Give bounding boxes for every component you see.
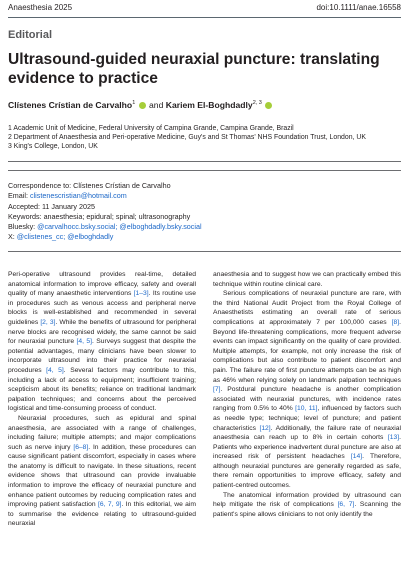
author-line [8, 100, 273, 110]
affiliations [8, 124, 366, 152]
body-text: . In addition, these procedures can cause significant patient discomfort, especially in cases where the anatomy is difficult to navigate. In these situations, recent evidence shows that ultrasound can provide invaluable information to improve the efficacy of neuraxial puncture and enhance patient outcomes by reducing complication rates and improving patient satisfaction [8, 443, 196, 509]
citation-link[interactable]: [8] [391, 318, 400, 326]
body-text: , influenced by factors such as needle type; technique; level of puncture; and patient characteristics [213, 405, 402, 432]
citation-link[interactable]: [2, 3] [40, 318, 56, 326]
body-paragraph [213, 289, 401, 490]
accepted-label: Accepted: [8, 201, 40, 211]
body-text: The anatomical information provided by ultrasound can help mitigate the risk of complications [213, 491, 401, 509]
author-conjunction: and [149, 100, 164, 110]
body-text: . Postdural puncture headache is another complication associated with neuraxial punctures, with incidence rates ranging from 0.5% to 40% [213, 386, 401, 413]
author-1[interactable]: Clístenes Crístian de Carvalho [8, 100, 133, 110]
section-label: Editorial [8, 29, 53, 41]
doi[interactable]: doi:10.1111/anae.16558 [316, 3, 401, 12]
citation-link[interactable]: [7] [213, 386, 221, 394]
accepted-date: 11 January 2025 [41, 201, 95, 211]
article-metadata [8, 181, 202, 243]
citation-link[interactable]: [4, 5] [76, 338, 93, 346]
body-text: . Several factors may contribute to this, including a lack of access to equipment; insufficient training; scepticism about its benefits; reliance on traditional landmark palpation techniques; and concerns about the perceived logistical and time-consuming process of conduct. [8, 366, 196, 413]
email-line [8, 191, 202, 201]
body-text: . Its routine use in procedures such as venous access and peripheral nerve blocks is well-established and recommended in several guidelines [8, 290, 197, 326]
citation-link[interactable]: [10, 11] [295, 405, 318, 413]
body-text: . Beyond life-threatening complications, more frequent adverse events can impact significantly on the quality of care provided. Multiple attempts, for example, not only increase the risk of complications but also contribute to patient discomfort and pain. The failure rate of first puncture attempts can be as high as 46% when relying solely on landmark palpation techniques [213, 318, 401, 384]
body-text: anaesthesia and to suggest how we can practically embed this technique within routine clinical care. [213, 271, 401, 288]
body-text: . Therefore, although neuraxial punctures are generally regarded as safe, there remain opportunities to improve efficacy, safety and patient-centred outcomes. [213, 453, 401, 490]
accepted-line [8, 202, 202, 212]
body-text: . While the benefits of ultrasound for peripheral nerve blocks are recognised widely, the same cannot be said for neuraxial puncture [8, 318, 196, 346]
divider-second [8, 170, 401, 171]
correspondence-line [8, 181, 202, 191]
body-paragraph [213, 270, 401, 289]
email-link[interactable]: clistenescristian@hotmail.com [29, 191, 127, 201]
header-divider [8, 17, 401, 18]
author-2-affiliation: 2, 3 [252, 100, 262, 107]
citation-link[interactable]: [1–3] [133, 290, 149, 298]
body-text: . Surveys suggest that despite the potential advantages, many clinicians have been slower to incorporate ultrasound into their practice for neuraxial procedures [8, 338, 196, 374]
body-text: Peri-operative ultrasound provides real-time, detailed anatomical information to improve efficacy, safety and overall quality of many anaesthetic interventions [8, 271, 196, 298]
orcid-icon[interactable] [139, 102, 146, 109]
body-paragraph [213, 491, 401, 520]
citation-link[interactable]: [6, 7, 9] [98, 501, 122, 509]
affiliation-1: 1 Academic Unit of Medicine, Federal University of Campina Grande, Campina Grande, Brazil [8, 125, 294, 132]
body-text: . Scanning the patient's spine allows clinicians to not only identify the [213, 501, 401, 518]
body-paragraph [8, 414, 196, 529]
body-text: Neuraxial procedures, such as epidural and spinal anaesthesia, are associated with a range of challenges, including failure; multiple attempts; and major complications such as nerve injury [8, 414, 196, 451]
author-2[interactable]: Kariem El-Boghdadly [165, 100, 253, 110]
orcid-icon[interactable] [265, 102, 272, 109]
citation-link[interactable]: [14] [350, 453, 363, 461]
correspondence-name: Clístenes Crístian de Carvalho [73, 181, 171, 190]
x-label: X: [8, 232, 15, 242]
citation-link[interactable]: [13] [387, 434, 400, 442]
email-label: Email: [8, 191, 28, 201]
x-line [8, 232, 202, 242]
divider-top [8, 161, 401, 162]
keywords-label: Keywords: [8, 211, 42, 221]
bluesky-line [8, 222, 202, 232]
citation-link[interactable]: [12] [259, 424, 271, 432]
citation-link[interactable]: [6, 7] [337, 501, 355, 509]
keywords-line [8, 212, 202, 222]
author-1-affiliation: 1 [132, 100, 136, 107]
article-title: Ultrasound-guided neuraxial puncture: translating evidence to practice [8, 51, 380, 87]
body-column-left [8, 270, 196, 529]
bluesky-label: Bluesky: [8, 222, 36, 232]
body-text: . Patients who experience inadvertent dural puncture are also at increased risk of persistent headaches [213, 434, 401, 461]
keywords-value: anaesthesia; epidural; spinal; ultrasonography [43, 211, 191, 221]
journal-name: Anaesthesia 2025 [8, 3, 73, 12]
citation-link[interactable]: [4, 5] [46, 366, 64, 374]
correspondence-label: Correspondence to: [8, 181, 72, 190]
bluesky-handles[interactable]: @carvalhocc.bsky.social; @elboghdadly.bsky.social [37, 222, 202, 232]
affiliation-3: 3 King's College, London, UK [8, 143, 98, 151]
body-text: Serious complications of neuraxial puncture are rare, with the third National Audit Project from the Royal College of Anaesthetists estimating an overall rate of serious complications at approximately 7 per 100,000 cases [213, 290, 401, 326]
affiliation-2: 2 Department of Anaesthesia and Peri-operative Medicine, Guy's and St Thomas' NHS Foundation Trust, London, UK [8, 134, 366, 142]
body-text: . Additionally, the failure rate of neuraxial anaesthesia can reach up to 8% in certain cohorts [213, 424, 401, 442]
body-paragraph [8, 270, 196, 414]
body-text: . In this editorial, we aim to summarise the evidence relating to ultrasound-guided neuraxial [8, 501, 196, 528]
divider-bottom [8, 251, 401, 252]
body-column-right [213, 270, 401, 519]
x-handles[interactable]: @clistenes_cc; @elboghdadly [16, 232, 114, 242]
citation-link[interactable]: [6–8] [73, 443, 89, 451]
